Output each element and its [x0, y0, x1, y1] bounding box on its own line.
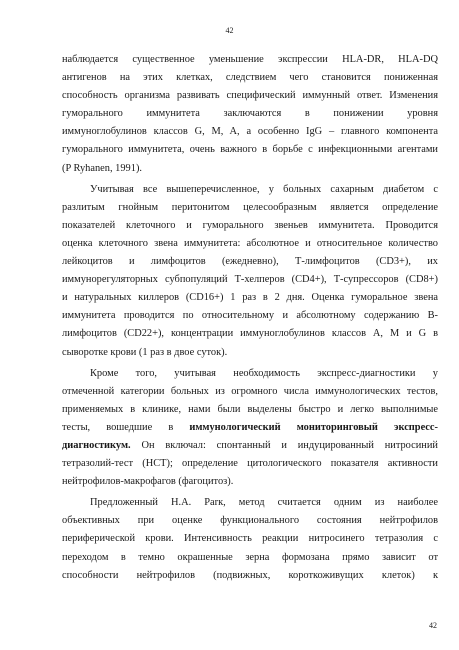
text-line: применяемых в клинике, нами были выделены быстро и легко выполнимые: [62, 403, 438, 415]
text-line: и натуральных киллеров (CD16+) 1 раз в 2 дня. Оценка гуморальное звена: [62, 292, 438, 304]
text-line: лимфоцитов (CD22+), концентрации иммуноглобулинов классов A, M и G в: [62, 328, 438, 340]
paragraph-2: [62, 181, 438, 362]
text-line: антигенов на этих клетках, следствием чего становится пониженная: [62, 72, 438, 84]
text-line: сыворотке крови (1 раз в двое суток).: [62, 346, 228, 358]
text-line-with-emphasis: [62, 437, 438, 455]
paragraph-4: [62, 494, 438, 584]
text-run: тесты, вошедшие в: [62, 421, 190, 433]
text-line: способность организма развивать специфический иммунный ответ. Изменения: [62, 90, 438, 102]
text-line: Предложенный H.A. Parк, метод считается одним из наиболее: [90, 497, 438, 509]
page-number-bottom: 42: [429, 621, 437, 630]
text-line: иммуноглобулинов классов G, M, A, а особенно IgG – главного компонента: [62, 126, 438, 138]
text-line: способности нейтрофилов (подвижных, короткоживущих клеток) к: [62, 569, 438, 581]
text-line: тетразолий-тест (НСТ); определение цитологического показателя активности: [62, 458, 438, 470]
text-run: Он включал: спонтанный и индуцированный нитросиний: [130, 439, 438, 451]
text-line: иммунорегуляторных субпопуляций Т-хелперов (CD4+), Т-супрессоров (CD8+): [62, 274, 438, 286]
text-line: (P Ryhanen, 1991).: [62, 162, 143, 174]
paragraph-3: [62, 365, 438, 492]
text-line: периферической крови. Интенсивность реакции нитросинего тетразолия с: [62, 533, 438, 545]
text-line: иммунитета проводится по относительному и абсолютному содержанию В-: [62, 310, 438, 322]
paragraph-1: [62, 51, 438, 178]
text-line: гуморального иммунитета, очень важного в борьбе с инфекционными агентами: [62, 144, 438, 156]
document-body: [62, 51, 438, 588]
text-line: Кроме того, учитывая необходимость экспресс-диагностики у: [90, 367, 438, 379]
text-line: наблюдается существенное уменьшение экспрессии HLA-DR, HLA-DQ: [62, 54, 438, 65]
text-line: показателей клеточного и гуморального звеньев иммунитета. Проводится: [62, 219, 438, 231]
text-line: отмеченной категории больных из огромного числа иммунологических тестов,: [62, 385, 438, 397]
text-line: нейтрофилов-макрофагов (фагоцитоз).: [62, 476, 234, 488]
bold-term: диагностикум.: [62, 439, 131, 451]
text-line: Учитывая все вышеперечисленное, у больных сахарным диабетом с: [90, 183, 438, 195]
bold-term: иммунологический мониторинговый экспресс-: [189, 421, 438, 433]
text-line: разлитым гнойным перитонитом целесообразным является определение: [62, 201, 438, 213]
text-line: гуморального иммунитета заключаются в понижении уровня: [62, 108, 438, 120]
text-line: лейкоцитов и лимфоцитов (ежедневно), Т-лимфоцитов (CD3+), их: [62, 256, 438, 268]
page-number-top: 42: [225, 26, 234, 35]
text-line-with-emphasis: [62, 419, 438, 437]
text-line: объективных при оценке функционального состояния нейтрофилов: [62, 515, 438, 527]
text-line: оценка клеточного звена иммунитета: абсолютное и относительное количество: [62, 237, 438, 249]
text-line: переходом в темно окрашенные зерна формозана прямо зависит от: [62, 551, 438, 563]
